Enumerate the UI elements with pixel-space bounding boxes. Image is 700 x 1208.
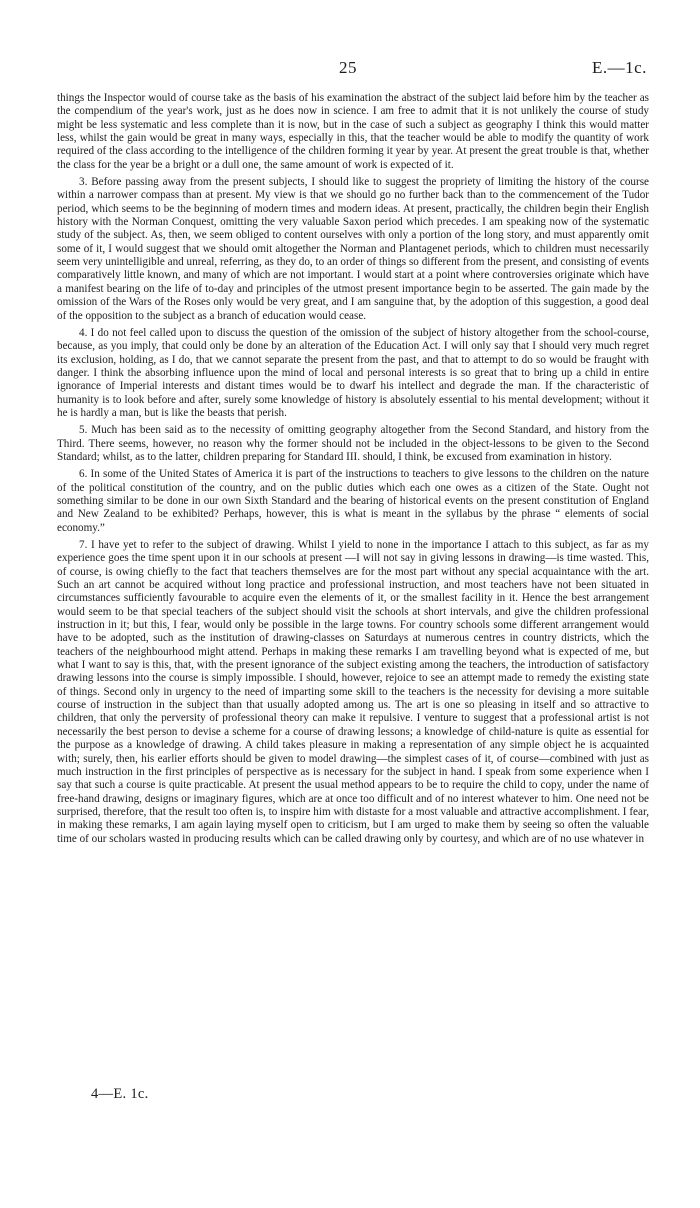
paragraph-5: 5. Much has been said as to the necessity of omitting geography altogether from the Second Standard, and history from the Third. There seems, however, no reason why the former should not be included in the object-lessons to be given to the Second Standard; whilst, as to the latter, children preparing for Standard III. should, I think, be excused from examination in history. xyxy=(57,424,649,463)
paragraph-4: 4. I do not feel called upon to discuss the question of the omission of the subject of history altogether from the school-course, because, as you imply, that could only be done by an alteration of the Education Act. I will only say that I should very much regret its exclusion, holding, as I do, that we cannot separate the present from the past, and that to attempt to do so would be fraught with danger. I think the absorbing influence upon the mind of local and personal interests is so great that to bring up a child in entire ignorance of Imperial interests and distant times would be to dwarf his intellect and degrade the man. If the characteristic of humanity is to look before and after, surely some knowledge of history is absolutely essential to his mental development; without it he is hardly a man, but is like the beasts that perish. xyxy=(57,326,649,419)
document-reference: E.—1c. xyxy=(592,58,647,77)
signature-mark: 4—E. 1c. xyxy=(91,1086,149,1102)
page-number: 25 xyxy=(339,58,357,77)
paragraph-continuation: things the Inspector would of course take as the basis of his examination the abstract of the subject laid before him by the teacher as the compendium of the year's work, just as he does now in science. I am free to admit that it is not unlikely the course of study might be less systematic and less complete than it is now, but in the case of such a subject as geography I think this would matter less, whilst the gain would be great in many ways, especially in this, that the teacher would be able to modify the quantity of work required of the class according to the intelligence of the children forming it year by year. At present the great trouble is that, whether the class for the year be a bright or a dull one, the same amount of work is expected of it. xyxy=(57,92,649,171)
paragraph-7: 7. I have yet to refer to the subject of drawing. Whilst I yield to none in the importance I attach to this subject, as far as my experience goes the time spent upon it in our schools at present —I will not say in giving lessons in drawing—is time wasted. This, of course, is owing chiefly to the fact that teachers themselves are for the most part without any special acquaintance with the art. Such an art cannot be acquired without long practice and professional instruction, and most teachers have not been situated in circumstances sufficiently favourable to acquire even the elements of it, or the smallest facility in it. Hence the best arrangement would seem to be that special teachers of the subject should visit the schools at short intervals, and give the children professional instruction in it; but this, I fear, would only be possible in the large towns. For country schools some different arrangement would have to be adopted, such as the institution of drawing-classes on Saturdays at numerous centres in country districts, which the teachers of the neighbourhood might attend. Perhaps in making these remarks I am travelling beyond what is expected of me, but what I want to say is this, that, with the present ignorance of the subject existing among the teachers, the introduction of satisfactory drawing lessons into the course is simply impossible. I should, however, rejoice to see an attempt made to remedy the existing state of things. Second only in urgency to the need of imparting some skill to the teachers is the necessity for devising a more suitable course of instruction in the subject than that usually adopted among us. The art is one so pleasing in itself and so attractive to children, that only the perversity of professional theory can make it repulsive. I venture to suggest that a professional artist is not necessarily the best person to devise a scheme for a course of drawing lessons; a knowledge of child-nature is quite as essential for the purpose as a knowledge of drawing. A child takes pleasure in making a representation of any simple object he is acquainted with; surely, then, his earlier efforts should be given to model drawing—the simplest cases of it, of course—combined with just as much instruction in the first principles of perspective as is necessary for the subject in hand. I speak from some experience when I say that such a course is quite practicable. At present the usual method appears to be to require the child to copy, under the name of free-hand drawing, designs or imaginary figures, which are at once too difficult and of no interest whatever to him. One need not be surprised, therefore, that the result too often is, to inspire him with distaste for a most valuable and attractive accomplishment. I fear, in making these remarks, I am again laying myself open to criticism, but I am urged to make them by seeing so often the valuable time of our scholars wasted in producing results which can be called drawing only by courtesy, and which are of no use whatever in xyxy=(57,539,649,845)
paragraph-6: 6. In some of the United States of America it is part of the instructions to teachers to give lessons to the children on the nature of the political constitution of the country, and on the public duties which each one owes as a citizen of the State. Ought not something similar to be done in our own Sixth Standard and the bearing of historical events on the present constitution of England and New Zealand to be exhibited? Perhaps, however, this is what is meant in the syllabus by the phrase “ elements of social economy.” xyxy=(57,468,649,534)
body-text xyxy=(57,92,649,846)
paragraph-3: 3. Before passing away from the present subjects, I should like to suggest the propriety of limiting the history of the course within a narrower compass than at present. My view is that we should go no further back than to the commencement of the Tudor period, which seems to be the beginning of modern times and modern ideas. At present, practically, the children begin their English history with the Norman Conquest, omitting the very valuable Saxon period which precedes. I am speaking now of the systematic study of the subject. As, then, we seem obliged to content ourselves with only a portion of the long story, and must apparently omit some of it, I would suggest that we should omit altogether the Norman and Plantagenet periods, which to children must necessarily seem very unintelligible and unreal, referring, as they do, to an order of things so different from the present, and consisting of events comparatively little known, and many of which are not important. I would start at a point where controversies originate which have a manifest bearing on the life of to-day and principles of the utmost present importance begin to be asserted. The gain made by the omission of the Wars of the Roses only would be very great, and I am sanguine that, by the adoption of this suggestion, a good deal of the opposition to the subject as a branch of education would cease. xyxy=(57,176,649,322)
